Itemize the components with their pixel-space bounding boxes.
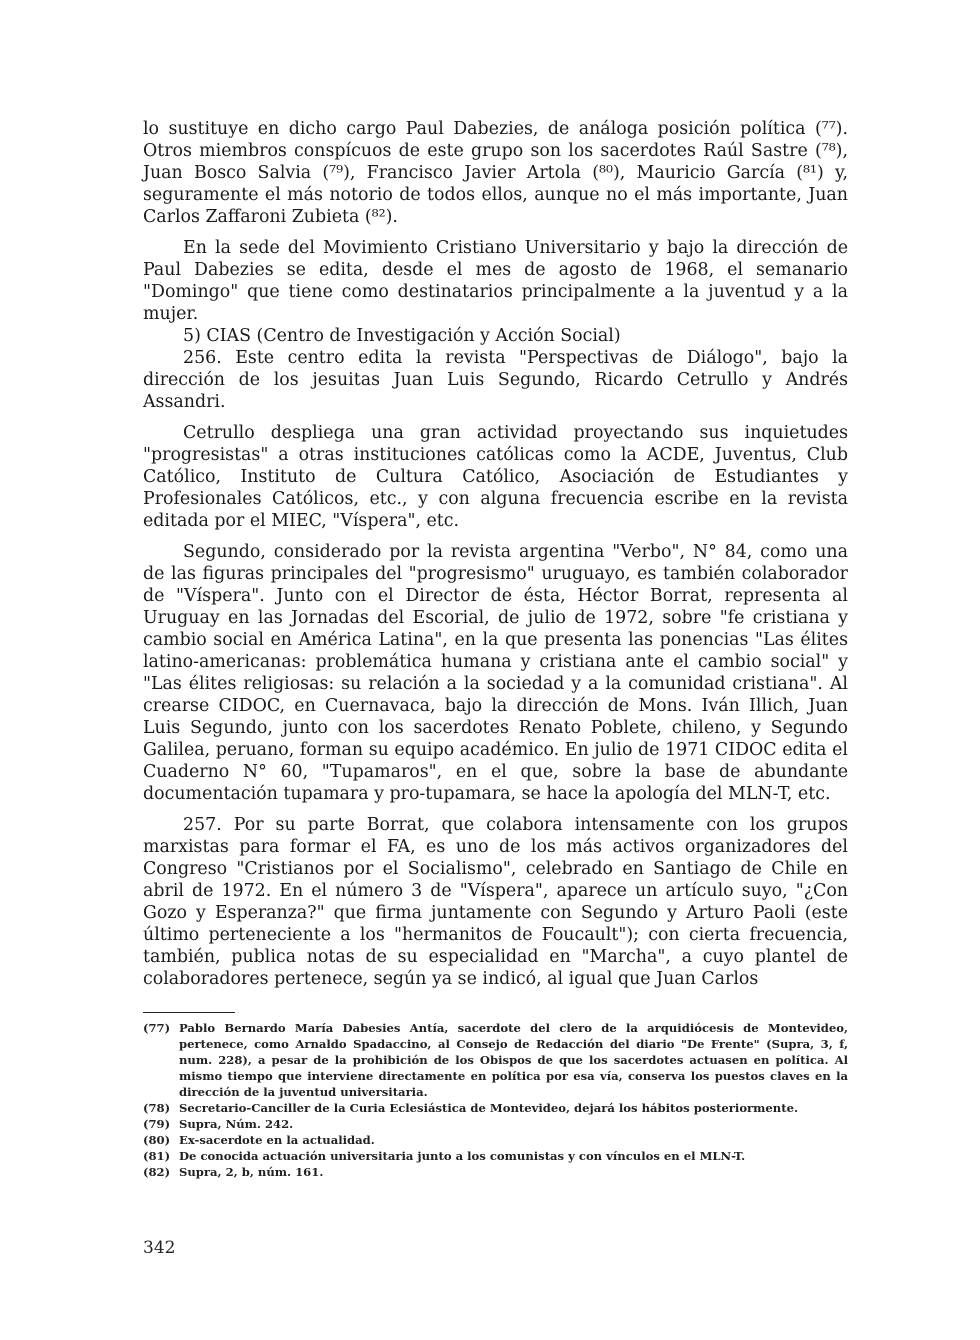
footnote-divider — [143, 1012, 235, 1013]
paragraph-257: 257. Por su parte Borrat, que colabora intensamente con los grupos marxistas para formar el FA, es uno de los más activos organizadores del Congreso "Cristianos por el Socialismo", celebrado en Santiago de Chile en abril de 1972. En el número 3 de "Víspera", aparece un artículo suyo, "¿Con Gozo y Esperanza?" que firma juntamente con Segundo y Arturo Paoli (este último perteneciente a los "hermanitos de Foucault"); con cierta frecuencia, también, publica notas de su especialidad en "Marcha", a cuyo plantel de colaboradores pertenece, según ya se indicó, al igual que Juan Carlos — [143, 815, 848, 989]
footnote-78 — [143, 1100, 848, 1116]
footnote-number: (77) — [143, 1021, 171, 1035]
footnote-number: (81) — [143, 1149, 171, 1163]
page-number: 342 — [143, 1238, 176, 1258]
footnote-77 — [143, 1020, 848, 1100]
footnotes — [143, 1020, 848, 1180]
footnote-text: Supra, 2, b, núm. 161. — [179, 1165, 324, 1179]
section-heading-cias: 5) CIAS (Centro de Investigación y Acción Social) — [183, 326, 621, 346]
footnote-82 — [143, 1164, 848, 1180]
footnote-text: Supra, Núm. 242. — [179, 1117, 294, 1131]
footnote-79 — [143, 1116, 848, 1132]
footnote-text: Secretario-Canciller de la Curia Eclesiástica de Montevideo, dejará los hábitos posteriormente. — [179, 1101, 799, 1115]
footnote-81 — [143, 1148, 848, 1164]
footnote-number: (82) — [143, 1165, 171, 1179]
footnote-number: (79) — [143, 1117, 171, 1131]
paragraph-segundo: Segundo, considerado por la revista argentina "Verbo", N° 84, como una de las figuras principales del "progresismo" uruguayo, es también colaborador de "Víspera". Junto con el Director de ésta, Héctor Borrat, representa al Uruguay en las Jornadas del Escorial, de julio de 1972, sobre "fe cristiana y cambio social en América Latina", en la que presenta las ponencias "Las élites latino-americanas: problemática humana y cristiana ante el cambio social" y "Las élites religiosas: su relación a la sociedad y a la comunidad cristiana". Al crearse CIDOC, en Cuernavaca, bajo la dirección de Mons. Iván Illich, Juan Luis Segundo, junto con los sacerdotes Renato Poblete, chileno, y Segundo Galilea, peruano, forman su equipo académico. En julio de 1971 CIDOC edita el Cuaderno N° 60, "Tupamaros", en el que, sobre la base de abundante documentación tupamara y pro-tupamara, se hace la apología del MLN-T, etc. — [143, 542, 848, 804]
paragraph-domingo: En la sede del Movimiento Cristiano Universitario y bajo la dirección de Paul Dabezies se edita, desde el mes de agosto de 1968, el semanario "Domingo" que tiene como destinatarios principalmente a la juventud y a la mujer. — [143, 238, 848, 324]
footnote-text: De conocida actuación universitaria junto a los comunistas y con vínculos en el MLN-T. — [179, 1149, 746, 1163]
footnote-text: Ex-sacerdote en la actualidad. — [179, 1133, 375, 1147]
footnote-80 — [143, 1132, 848, 1148]
main-text — [143, 118, 848, 990]
footnote-number: (78) — [143, 1101, 171, 1115]
paragraph-256: 256. Este centro edita la revista "Perspectivas de Diálogo", bajo la dirección de los jesuitas Juan Luis Segundo, Ricardo Cetrullo y Andrés Assandri. — [143, 348, 848, 412]
paragraph-continuation: lo sustituye en dicho cargo Paul Dabezies, de análoga posición política (⁷⁷). Otros miembros conspícuos de este grupo son los sacerdotes Raúl Sastre (⁷⁸), Juan Bosco Salvia (⁷⁹), Francisco Javier Artola (⁸⁰), Mauricio García (⁸¹) y, seguramente el más notorio de todos ellos, aunque no el más importante, Juan Carlos Zaffaroni Zubieta (⁸²). — [143, 119, 848, 227]
footnote-number: (80) — [143, 1133, 171, 1147]
paragraph-cetrullo: Cetrullo despliega una gran actividad proyectando sus inquietudes "progresistas" a otras instituciones católicas como la ACDE, Juventus, Club Católico, Instituto de Cultura Católico, Asociación de Estudiantes y Profesionales Católicos, etc., y con alguna frecuencia escribe en la revista editada por el MIEC, "Víspera", etc. — [143, 423, 848, 531]
footnote-text: Pablo Bernardo María Dabesies Antía, sacerdote del clero de la arquidiócesis de Montevideo, pertenece, como Arnaldo Spadaccino, al Consejo de Redacción del diario "De Frente" (Supra, 3, f, num. 228), a pesar de la prohibición de los Obispos de que los sacerdotes actuasen en política. Al mismo tiempo que interviene directamente en política por esa vía, conserva los puestos claves en la dirección de la juventud universitaria. — [179, 1021, 848, 1099]
